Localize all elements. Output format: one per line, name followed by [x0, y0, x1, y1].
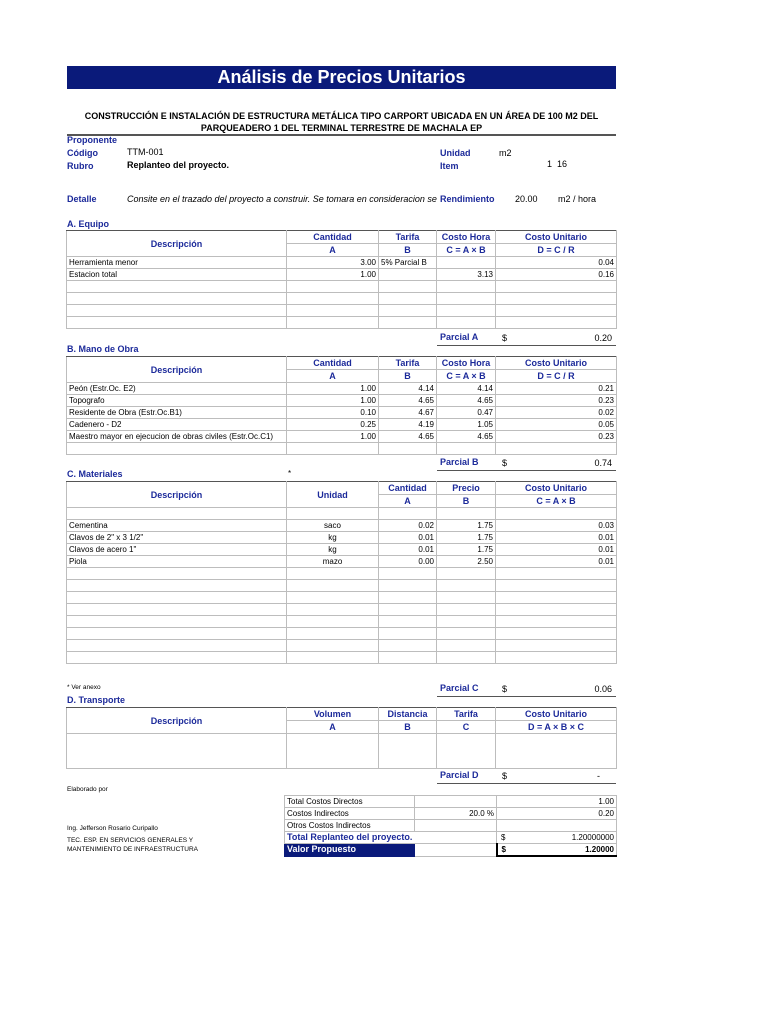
- rendimiento-value: 20.00: [515, 194, 538, 204]
- engineer-name: Ing. Jefferson Rosario Curipallo: [67, 825, 158, 832]
- rendimiento-label: Rendimiento: [440, 194, 495, 204]
- summary-table: [284, 795, 617, 857]
- mo-h-c1b: A: [287, 370, 379, 383]
- cell: 0.23: [496, 431, 617, 443]
- table-row: [67, 305, 617, 317]
- item-label: Item: [440, 161, 459, 171]
- cell: 3.13: [437, 269, 496, 281]
- tr-h-desc: Descripción: [67, 708, 287, 734]
- table-row: [67, 257, 617, 269]
- codigo-value: TTM-001: [127, 147, 164, 157]
- table-row: [67, 431, 617, 443]
- mano-obra-table: [66, 356, 617, 455]
- mo-h-desc: Descripción: [67, 357, 287, 383]
- equipo-h-desc: Descripción: [67, 231, 287, 257]
- tr-h-c4b: D = A × B × C: [496, 721, 617, 734]
- tr-h-c3b: C: [437, 721, 496, 734]
- cell: kg: [287, 544, 379, 556]
- cell: 0.01: [496, 556, 617, 568]
- mat-h-desc: Descripción: [67, 482, 287, 508]
- cell: 0.02: [496, 407, 617, 419]
- summary-row-otros: [285, 820, 617, 832]
- rendimiento-unit: m2 / hora: [558, 194, 597, 204]
- mano-obra-partial: [437, 457, 616, 471]
- mo-h-c3b: C = A × B: [437, 370, 496, 383]
- equipo-table: [66, 230, 617, 329]
- cell: Cadenero - D2: [67, 419, 287, 431]
- cell: 0.02: [379, 520, 437, 532]
- materiales-asterisk: *: [288, 469, 292, 478]
- table-row: [67, 407, 617, 419]
- cell: 4.65: [379, 395, 437, 407]
- summary-row-total: [285, 832, 617, 844]
- cell: 1.75: [437, 520, 496, 532]
- engineer-role-2: MANTENIMIENTO DE INFRAESTRUCTURA: [67, 846, 198, 853]
- propuesto-currency: $: [501, 845, 506, 854]
- mat-h-c1: Unidad: [287, 482, 379, 508]
- cell: 0.23: [496, 395, 617, 407]
- equipo-h-c1: Cantidad: [287, 231, 379, 244]
- propuesto-label: Valor Propuesto: [285, 844, 415, 857]
- materiales-note: * Ver anexo: [67, 684, 101, 691]
- cell: kg: [287, 532, 379, 544]
- cell: 0.21: [496, 383, 617, 395]
- table-row: [67, 293, 617, 305]
- summary-row-indirectos: [285, 808, 617, 820]
- cell: 1.00: [287, 395, 379, 407]
- section-mano-obra-title: B. Mano de Obra: [67, 344, 139, 354]
- tr-h-c4: Costo Unitario: [496, 708, 617, 721]
- cell: 0.01: [379, 544, 437, 556]
- cell: [437, 257, 496, 269]
- table-row: [67, 652, 617, 664]
- mo-h-c2: Tarifa: [379, 357, 437, 370]
- cell: 4.65: [437, 395, 496, 407]
- indirectos-value: 0.20: [497, 808, 617, 820]
- total-currency: $: [501, 833, 506, 842]
- mo-h-c1: Cantidad: [287, 357, 379, 370]
- total-value: 1.20000000: [571, 833, 614, 842]
- mo-h-c4: Costo Unitario: [496, 357, 617, 370]
- summary-row-propuesto: [285, 844, 617, 857]
- mat-h-c2: Cantidad: [379, 482, 437, 495]
- header-divider: [67, 134, 616, 136]
- cell: Residente de Obra (Estr.Oc.B1): [67, 407, 287, 419]
- mat-h-c4: Costo Unitario: [496, 482, 617, 495]
- item-value: 1 16: [547, 159, 568, 169]
- project-title: CONSTRUCCIÓN E INSTALACIÓN DE ESTRUCTURA METÁLICA TIPO CARPORT UBICADA EN UN ÁREA DE 100 M2 DEL PARQUEADERO 1 DEL TERMINAL TERRESTRE DE MACHALA EP: [84, 111, 599, 133]
- cell: 4.65: [379, 431, 437, 443]
- cell: Estacion total: [67, 269, 287, 281]
- section-materiales-title: C. Materiales: [67, 469, 123, 479]
- summary-row-directos: [285, 796, 617, 808]
- partial-c-label: Parcial C: [440, 683, 479, 693]
- cell: 0.01: [496, 532, 617, 544]
- table-row: [67, 532, 617, 544]
- indirectos-pct: 20.0 %: [415, 808, 497, 820]
- table-row: [67, 520, 617, 532]
- equipo-h-c4b: D = C / R: [496, 244, 617, 257]
- partial-a-currency: $: [502, 333, 508, 343]
- indirectos-label: Costos Indirectos: [285, 808, 415, 820]
- rubro-value: Replanteo del proyecto.: [127, 160, 230, 170]
- elaborado-por: Elaborado por: [67, 786, 108, 793]
- cell: 0.16: [496, 269, 617, 281]
- cell: Clavos de 2" x 3 1/2": [67, 532, 287, 544]
- unidad-label: Unidad: [440, 148, 471, 158]
- partial-d-value: -: [597, 771, 600, 781]
- detalle-value: Consite en el trazado del proyecto a construir. Se tomara en consideracion se: [127, 194, 437, 204]
- cell: 0.00: [379, 556, 437, 568]
- equipo-partial: [437, 332, 616, 346]
- partial-a-value: 0.20: [594, 333, 612, 343]
- mat-h-c3: Precio: [437, 482, 496, 495]
- cell: 3.00: [287, 257, 379, 269]
- cell: 5% Parcial B: [379, 257, 437, 269]
- cell: 2.50: [437, 556, 496, 568]
- total-label: Total Replanteo del proyecto.: [285, 832, 497, 844]
- partial-d-currency: $: [502, 771, 508, 781]
- equipo-h-c4: Costo Unitario: [496, 231, 617, 244]
- table-row: [67, 568, 617, 580]
- table-row: [67, 580, 617, 592]
- partial-d-label: Parcial D: [440, 770, 479, 780]
- section-transporte-title: D. Transporte: [67, 695, 126, 705]
- partial-a-label: Parcial A: [440, 332, 479, 342]
- cell: 0.05: [496, 419, 617, 431]
- table-row: [67, 628, 617, 640]
- equipo-h-c2b: B: [379, 244, 437, 257]
- detalle-label: Detalle: [67, 194, 97, 204]
- transporte-partial: [437, 770, 616, 784]
- cell: 0.47: [437, 407, 496, 419]
- equipo-h-c1b: A: [287, 244, 379, 257]
- cell: mazo: [287, 556, 379, 568]
- mat-h-c4b: C = A × B: [496, 495, 617, 508]
- table-row: [67, 640, 617, 652]
- cell: Cementina: [67, 520, 287, 532]
- total-cell: [497, 832, 617, 844]
- table-row: [67, 544, 617, 556]
- equipo-h-c3: Costo Hora: [437, 231, 496, 244]
- table-row: [67, 616, 617, 628]
- table-row: [67, 604, 617, 616]
- equipo-header-row: [67, 231, 617, 244]
- cell: 4.14: [437, 383, 496, 395]
- table-row: [67, 419, 617, 431]
- rubro-label: Rubro: [67, 161, 94, 171]
- proponente-label: Proponente: [67, 135, 118, 145]
- cell: 0.01: [379, 532, 437, 544]
- equipo-h-c3b: C = A × B: [437, 244, 496, 257]
- cell: Topografo: [67, 395, 287, 407]
- table-row: [67, 556, 617, 568]
- partial-c-value: 0.06: [594, 684, 612, 694]
- otros-label: Otros Costos Indirectos: [285, 820, 415, 832]
- cell: 0.04: [496, 257, 617, 269]
- cell: 1.75: [437, 544, 496, 556]
- propuesto-value: 1.20000: [585, 845, 614, 854]
- cell: 1.75: [437, 532, 496, 544]
- equipo-h-c2: Tarifa: [379, 231, 437, 244]
- mat-h-c3b: B: [437, 495, 496, 508]
- table-row: [67, 317, 617, 329]
- transporte-table: [66, 707, 617, 769]
- table-row: [67, 395, 617, 407]
- cell: 1.00: [287, 269, 379, 281]
- cell: 1.00: [287, 383, 379, 395]
- table-row: [67, 734, 617, 769]
- table-row: [67, 383, 617, 395]
- partial-b-value: 0.74: [594, 458, 612, 468]
- materiales-table: [66, 481, 617, 664]
- tr-h-c1b: A: [287, 721, 379, 734]
- section-equipo-title: A. Equipo: [67, 219, 109, 229]
- mo-h-c3: Costo Hora: [437, 357, 496, 370]
- tr-h-c1: Volumen: [287, 708, 379, 721]
- cell: 0.03: [496, 520, 617, 532]
- tr-h-c2b: B: [379, 721, 437, 734]
- cell: 0.10: [287, 407, 379, 419]
- cell: [379, 269, 437, 281]
- propuesto-cell: [497, 844, 617, 857]
- cell: Peón (Estr.Oc. E2): [67, 383, 287, 395]
- cell: 4.65: [437, 431, 496, 443]
- table-row: [67, 269, 617, 281]
- cell: Maestro mayor en ejecucion de obras civiles (Estr.Oc.C1): [67, 431, 287, 443]
- unidad-value: m2: [499, 148, 512, 158]
- cell: 4.14: [379, 383, 437, 395]
- partial-b-currency: $: [502, 458, 508, 468]
- table-row: [67, 281, 617, 293]
- tr-h-c3: Tarifa: [437, 708, 496, 721]
- materiales-partial: [437, 683, 616, 697]
- tr-h-c2: Distancia: [379, 708, 437, 721]
- cell: 1.05: [437, 419, 496, 431]
- table-row: [67, 443, 617, 455]
- cell: Herramienta menor: [67, 257, 287, 269]
- directos-label: Total Costos Directos: [285, 796, 415, 808]
- cell: 1.00: [287, 431, 379, 443]
- table-row: [67, 508, 617, 520]
- mo-h-c2b: B: [379, 370, 437, 383]
- partial-c-currency: $: [502, 684, 508, 694]
- mat-h-c2b: A: [379, 495, 437, 508]
- engineer-role-1: TEC. ESP. EN SERVICIOS GENERALES Y: [67, 837, 194, 844]
- cell: 4.19: [379, 419, 437, 431]
- cell: saco: [287, 520, 379, 532]
- table-row: [67, 592, 617, 604]
- page-title: Análisis de Precios Unitarios: [67, 66, 616, 89]
- directos-value: 1.00: [497, 796, 617, 808]
- partial-b-label: Parcial B: [440, 457, 479, 467]
- cell: 0.25: [287, 419, 379, 431]
- cell: 0.01: [496, 544, 617, 556]
- cell: Piola: [67, 556, 287, 568]
- codigo-label: Código: [67, 148, 98, 158]
- cell: 4.67: [379, 407, 437, 419]
- cell: Clavos de acero 1": [67, 544, 287, 556]
- mo-h-c4b: D = C / R: [496, 370, 617, 383]
